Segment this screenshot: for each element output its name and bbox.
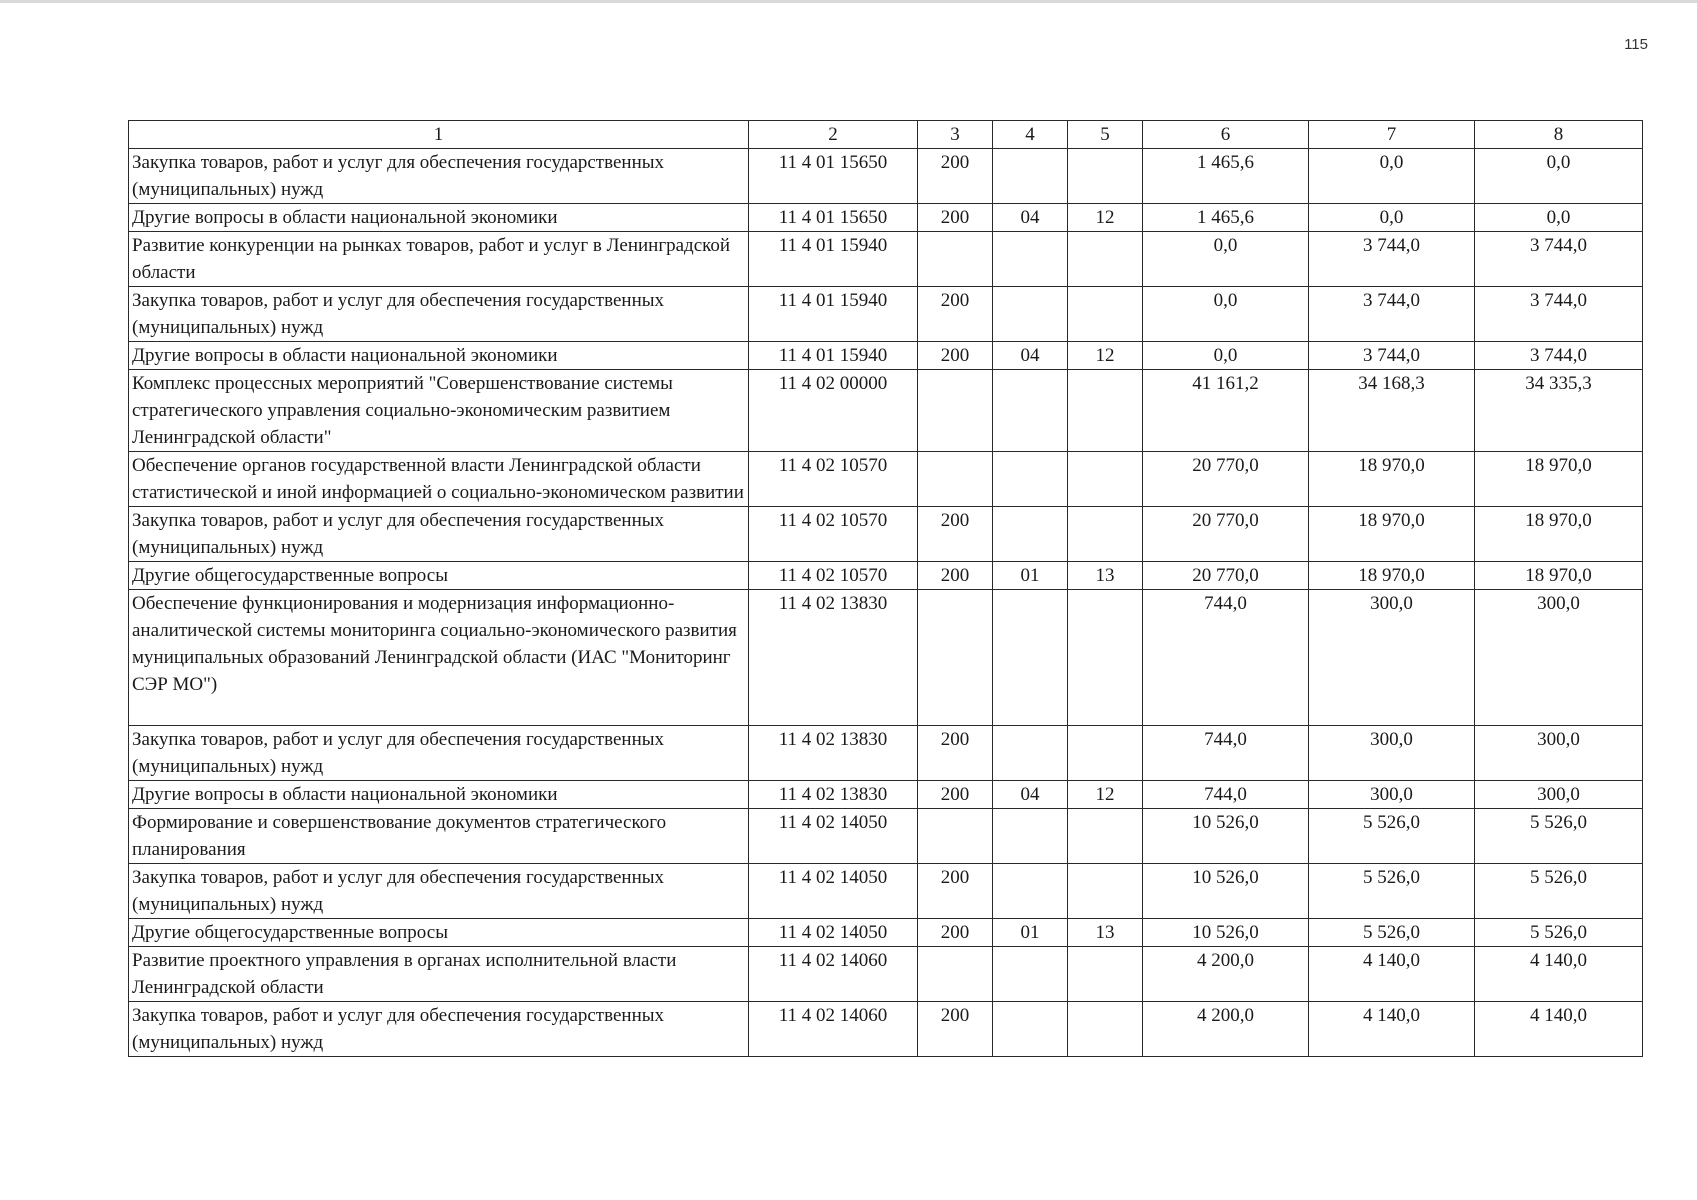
row-amount-6: 4 200,0	[1143, 947, 1309, 1002]
budget-table	[128, 120, 1643, 1057]
col-header: 5	[1068, 121, 1143, 149]
row-amount-6: 744,0	[1143, 726, 1309, 781]
table-row	[129, 947, 1643, 1002]
row-amount-8: 300,0	[1475, 726, 1643, 781]
row-name: Формирование и совершенствование документов стратегического планирования	[129, 809, 749, 864]
table-row	[129, 809, 1643, 864]
row-name: Развитие конкуренции на рынках товаров, работ и услуг в Ленинградской области	[129, 232, 749, 287]
table-row	[129, 781, 1643, 809]
row-amount-6: 1 465,6	[1143, 204, 1309, 232]
row-name: Закупка товаров, работ и услуг для обеспечения государственных (муниципальных) нужд	[129, 1002, 749, 1057]
row-subsection: 13	[1068, 562, 1143, 590]
row-expense-type: 200	[918, 149, 993, 204]
row-amount-8: 3 744,0	[1475, 232, 1643, 287]
col-header: 1	[129, 121, 749, 149]
row-expense-type: 200	[918, 919, 993, 947]
col-header: 6	[1143, 121, 1309, 149]
row-amount-8: 5 526,0	[1475, 809, 1643, 864]
row-code: 11 4 01 15650	[749, 204, 918, 232]
row-section	[993, 370, 1068, 452]
row-expense-type	[918, 590, 993, 726]
scan-edge	[0, 0, 1697, 3]
row-amount-8: 4 140,0	[1475, 947, 1643, 1002]
row-amount-6: 0,0	[1143, 287, 1309, 342]
row-expense-type	[918, 809, 993, 864]
row-expense-type	[918, 947, 993, 1002]
col-header: 2	[749, 121, 918, 149]
row-amount-7: 5 526,0	[1309, 809, 1475, 864]
col-header: 3	[918, 121, 993, 149]
row-amount-6: 10 526,0	[1143, 919, 1309, 947]
row-expense-type	[918, 370, 993, 452]
row-name: Другие вопросы в области национальной экономики	[129, 342, 749, 370]
row-subsection: 13	[1068, 919, 1143, 947]
row-amount-6: 41 161,2	[1143, 370, 1309, 452]
row-expense-type: 200	[918, 864, 993, 919]
row-section	[993, 507, 1068, 562]
row-code: 11 4 02 13830	[749, 726, 918, 781]
table-row	[129, 507, 1643, 562]
row-amount-8: 5 526,0	[1475, 919, 1643, 947]
row-amount-6: 20 770,0	[1143, 452, 1309, 507]
row-code: 11 4 02 14050	[749, 864, 918, 919]
table-row	[129, 452, 1643, 507]
row-section	[993, 149, 1068, 204]
table-row	[129, 149, 1643, 204]
row-amount-7: 3 744,0	[1309, 287, 1475, 342]
row-amount-8: 3 744,0	[1475, 342, 1643, 370]
row-section: 04	[993, 342, 1068, 370]
row-subsection	[1068, 507, 1143, 562]
row-amount-7: 300,0	[1309, 781, 1475, 809]
row-subsection	[1068, 287, 1143, 342]
row-amount-8: 18 970,0	[1475, 452, 1643, 507]
row-name: Другие вопросы в области национальной экономики	[129, 204, 749, 232]
row-amount-6: 10 526,0	[1143, 809, 1309, 864]
row-section	[993, 232, 1068, 287]
row-section	[993, 590, 1068, 726]
row-section: 04	[993, 204, 1068, 232]
row-amount-8: 300,0	[1475, 781, 1643, 809]
table-row	[129, 590, 1643, 726]
row-amount-6: 1 465,6	[1143, 149, 1309, 204]
header-row	[129, 121, 1643, 149]
row-name: Другие общегосударственные вопросы	[129, 562, 749, 590]
table-row	[129, 864, 1643, 919]
row-amount-7: 18 970,0	[1309, 562, 1475, 590]
row-section	[993, 809, 1068, 864]
row-expense-type: 200	[918, 726, 993, 781]
row-amount-6: 10 526,0	[1143, 864, 1309, 919]
row-code: 11 4 02 10570	[749, 452, 918, 507]
row-name: Закупка товаров, работ и услуг для обеспечения государственных (муниципальных) нужд	[129, 507, 749, 562]
row-name: Закупка товаров, работ и услуг для обеспечения государственных (муниципальных) нужд	[129, 287, 749, 342]
row-amount-8: 34 335,3	[1475, 370, 1643, 452]
col-header: 4	[993, 121, 1068, 149]
row-section	[993, 452, 1068, 507]
row-amount-7: 0,0	[1309, 204, 1475, 232]
row-name: Другие вопросы в области национальной экономики	[129, 781, 749, 809]
row-code: 11 4 02 00000	[749, 370, 918, 452]
row-amount-8: 18 970,0	[1475, 507, 1643, 562]
table-row	[129, 232, 1643, 287]
row-subsection	[1068, 590, 1143, 726]
row-code: 11 4 02 14060	[749, 1002, 918, 1057]
row-code: 11 4 01 15650	[749, 149, 918, 204]
row-expense-type: 200	[918, 204, 993, 232]
row-amount-7: 4 140,0	[1309, 947, 1475, 1002]
row-name: Развитие проектного управления в органах исполнительной власти Ленинградской области	[129, 947, 749, 1002]
row-amount-8: 3 744,0	[1475, 287, 1643, 342]
row-subsection	[1068, 809, 1143, 864]
row-code: 11 4 01 15940	[749, 232, 918, 287]
row-expense-type: 200	[918, 342, 993, 370]
row-section: 01	[993, 919, 1068, 947]
row-subsection: 12	[1068, 781, 1143, 809]
row-amount-6: 20 770,0	[1143, 562, 1309, 590]
row-section: 01	[993, 562, 1068, 590]
row-name: Другие общегосударственные вопросы	[129, 919, 749, 947]
row-amount-7: 3 744,0	[1309, 342, 1475, 370]
table-row	[129, 726, 1643, 781]
row-amount-6: 744,0	[1143, 590, 1309, 726]
row-section	[993, 864, 1068, 919]
row-subsection	[1068, 452, 1143, 507]
table-row	[129, 562, 1643, 590]
row-code: 11 4 02 13830	[749, 590, 918, 726]
row-amount-7: 0,0	[1309, 149, 1475, 204]
row-section	[993, 1002, 1068, 1057]
row-amount-8: 0,0	[1475, 149, 1643, 204]
row-code: 11 4 02 14050	[749, 809, 918, 864]
row-subsection: 12	[1068, 204, 1143, 232]
table-row	[129, 342, 1643, 370]
row-amount-8: 4 140,0	[1475, 1002, 1643, 1057]
row-expense-type: 200	[918, 781, 993, 809]
row-name: Закупка товаров, работ и услуг для обеспечения государственных (муниципальных) нужд	[129, 726, 749, 781]
row-subsection: 12	[1068, 342, 1143, 370]
row-subsection	[1068, 232, 1143, 287]
row-amount-7: 34 168,3	[1309, 370, 1475, 452]
col-header: 8	[1475, 121, 1643, 149]
row-code: 11 4 02 10570	[749, 507, 918, 562]
row-name: Комплекс процессных мероприятий "Совершенствование системы стратегического управления социально-экономическим развитием Ленинградской области"	[129, 370, 749, 452]
row-subsection	[1068, 1002, 1143, 1057]
row-name: Закупка товаров, работ и услуг для обеспечения государственных (муниципальных) нужд	[129, 864, 749, 919]
row-amount-7: 300,0	[1309, 726, 1475, 781]
row-amount-6: 20 770,0	[1143, 507, 1309, 562]
row-amount-8: 0,0	[1475, 204, 1643, 232]
row-section	[993, 287, 1068, 342]
col-header: 7	[1309, 121, 1475, 149]
row-name: Обеспечение функционирования и модернизация информационно-аналитической системы мониторинга социально-экономического развития муниципальных образований Ленинградской области (ИАС "Мониторинг СЭР МО")	[129, 590, 749, 726]
row-subsection	[1068, 864, 1143, 919]
row-subsection	[1068, 726, 1143, 781]
table-row	[129, 287, 1643, 342]
row-code: 11 4 02 10570	[749, 562, 918, 590]
row-expense-type	[918, 452, 993, 507]
row-expense-type: 200	[918, 1002, 993, 1057]
row-amount-6: 0,0	[1143, 232, 1309, 287]
row-code: 11 4 02 14060	[749, 947, 918, 1002]
row-subsection	[1068, 149, 1143, 204]
row-amount-8: 5 526,0	[1475, 864, 1643, 919]
row-amount-7: 5 526,0	[1309, 864, 1475, 919]
table-row	[129, 1002, 1643, 1057]
row-expense-type: 200	[918, 507, 993, 562]
table-row	[129, 919, 1643, 947]
row-subsection	[1068, 947, 1143, 1002]
row-section	[993, 726, 1068, 781]
row-name: Обеспечение органов государственной власти Ленинградской области статистической и иной информацией о социально-экономическом развитии	[129, 452, 749, 507]
table-row	[129, 370, 1643, 452]
row-amount-8: 18 970,0	[1475, 562, 1643, 590]
row-code: 11 4 01 15940	[749, 342, 918, 370]
row-amount-7: 4 140,0	[1309, 1002, 1475, 1057]
row-section	[993, 947, 1068, 1002]
table-row	[129, 204, 1643, 232]
row-code: 11 4 02 13830	[749, 781, 918, 809]
row-amount-8: 300,0	[1475, 590, 1643, 726]
row-amount-7: 3 744,0	[1309, 232, 1475, 287]
row-amount-7: 300,0	[1309, 590, 1475, 726]
row-expense-type	[918, 232, 993, 287]
row-amount-7: 18 970,0	[1309, 452, 1475, 507]
row-subsection	[1068, 370, 1143, 452]
row-amount-6: 0,0	[1143, 342, 1309, 370]
row-code: 11 4 01 15940	[749, 287, 918, 342]
row-amount-6: 4 200,0	[1143, 1002, 1309, 1057]
row-amount-6: 744,0	[1143, 781, 1309, 809]
row-name: Закупка товаров, работ и услуг для обеспечения государственных (муниципальных) нужд	[129, 149, 749, 204]
row-section: 04	[993, 781, 1068, 809]
row-expense-type: 200	[918, 287, 993, 342]
page-number: 115	[1624, 36, 1648, 53]
row-expense-type: 200	[918, 562, 993, 590]
row-amount-7: 5 526,0	[1309, 919, 1475, 947]
row-amount-7: 18 970,0	[1309, 507, 1475, 562]
row-code: 11 4 02 14050	[749, 919, 918, 947]
